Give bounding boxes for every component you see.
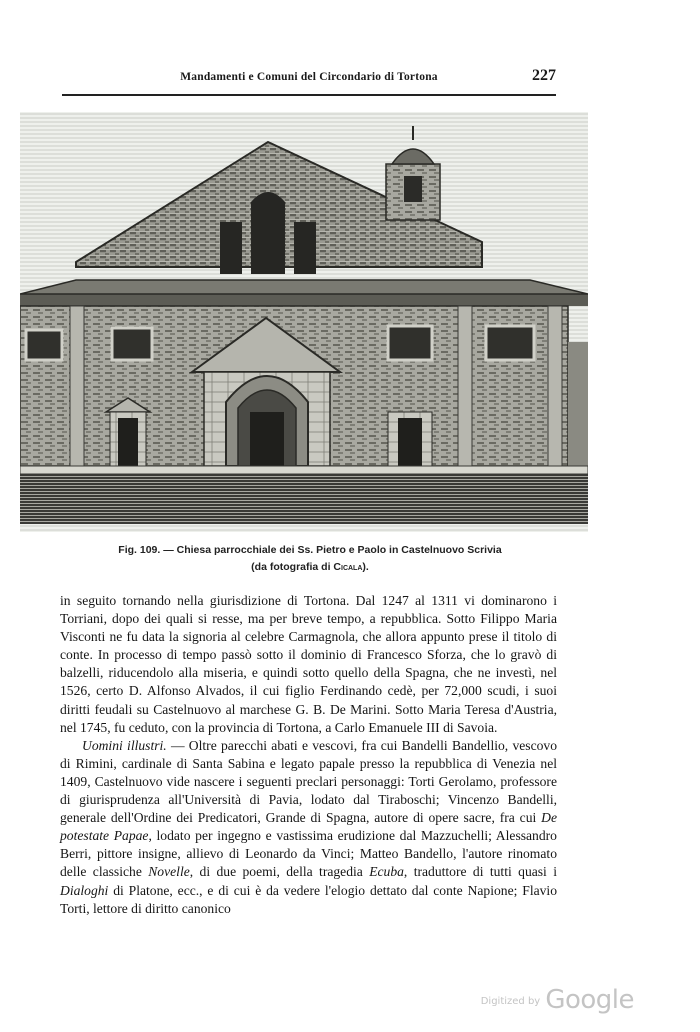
section-heading-uomini-illustri: Uomini illustri. (82, 737, 167, 753)
church-engraving (20, 112, 588, 532)
digitized-watermark (481, 985, 634, 1015)
street-foreground (20, 474, 588, 524)
caption-line-1: Fig. 109. — Chiesa parrocchiale dei Ss. Pietro e Paolo in Castelnuovo Scrivia (118, 544, 502, 556)
lower-roofline (20, 280, 588, 294)
paragraph-history: in seguito tornando nella giurisdizione di Tortona. Dal 1247 al 1311 vi dominarono i Torriani, dopo dei quali si resse, ma per breve tempo, a repubblica. Sotto Filippo Maria Visconti ne fu data la signoria al celebre Carmagnola, che allora appunto prese il titolo di conte. In processo di tempo passò sotto il dominio di Francesco Sforza, che lo gravò di balzelli, riducendolo alla miseria, e quindi sotto quello della Spagna, che ne investì, nel 1526, certo D. Alfonso Alvados, il cui figlio Ferdinando cedè, per 72,000 scudi, i suoi diritti feudali su Castelnuovo al marchese G. B. De Marini. Sotto Maria Teresa d'Austria, nel 1745, fu ceduto, con la provincia di Tortona, a Carlo Emanuele III di Savoia. (60, 593, 557, 735)
body-text (60, 592, 557, 918)
photographer-name: Cicala (333, 561, 363, 573)
text-run: , traduttore di tutti quasi i (403, 864, 557, 880)
text-run: di Platone, ecc., e di cui è da vedere l'elogio dettato dal conte Napione; Flavio Torti, lettore di diritto canonico (60, 882, 557, 916)
header-rule (62, 94, 556, 96)
running-title: Mandamenti e Comuni del Circondario di Tortona (180, 71, 438, 83)
work-title: De potestate Papae (60, 810, 557, 844)
page-number: 227 (532, 67, 556, 84)
text-run: — Oltre parecchi abati e vescovi, fra cui Bandelli Bandellio, vescovo di Rimini, cardinale di Santa Sabina e legato papale presso la repubblica di Venezia nel 1409, Castelnuovo vide nascere i seguenti preclari personaggi: Torti Gerolamo, professore di giurisprudenza all'Università di Pavia, lodato dal Tiraboschi; Vincenzo Bandelli, generale dell'Ordine dei Predicatori, Grande di Spagna, autore di opere sacre, fra cui (60, 737, 557, 826)
work-title: Novelle (148, 864, 190, 880)
google-logo: Google (545, 985, 634, 1015)
caption-close: ). (362, 561, 369, 573)
text-run: , lodato per ingegno e vastissima erudizione dal Mazzuchelli; Alessandro Berri, pittore insigne, allievo di Leonardo da Vinci; Matteo Bandello, l'autore rinomato delle classiche (60, 828, 557, 880)
paragraph-notable-people (60, 737, 557, 918)
work-title: Dialoghi (60, 882, 109, 898)
watermark-prefix: Digitized by (480, 996, 541, 1007)
text-run: , di due poemi, della tragedia (189, 864, 370, 880)
caption-line-2 (60, 559, 560, 576)
running-head (62, 69, 556, 89)
caption-open: (da fotografia di (251, 561, 334, 573)
sidewalk (20, 466, 588, 474)
figure-caption (60, 542, 560, 576)
cornice (20, 294, 588, 306)
side-building (568, 342, 588, 466)
work-title: Ecuba (369, 864, 404, 880)
